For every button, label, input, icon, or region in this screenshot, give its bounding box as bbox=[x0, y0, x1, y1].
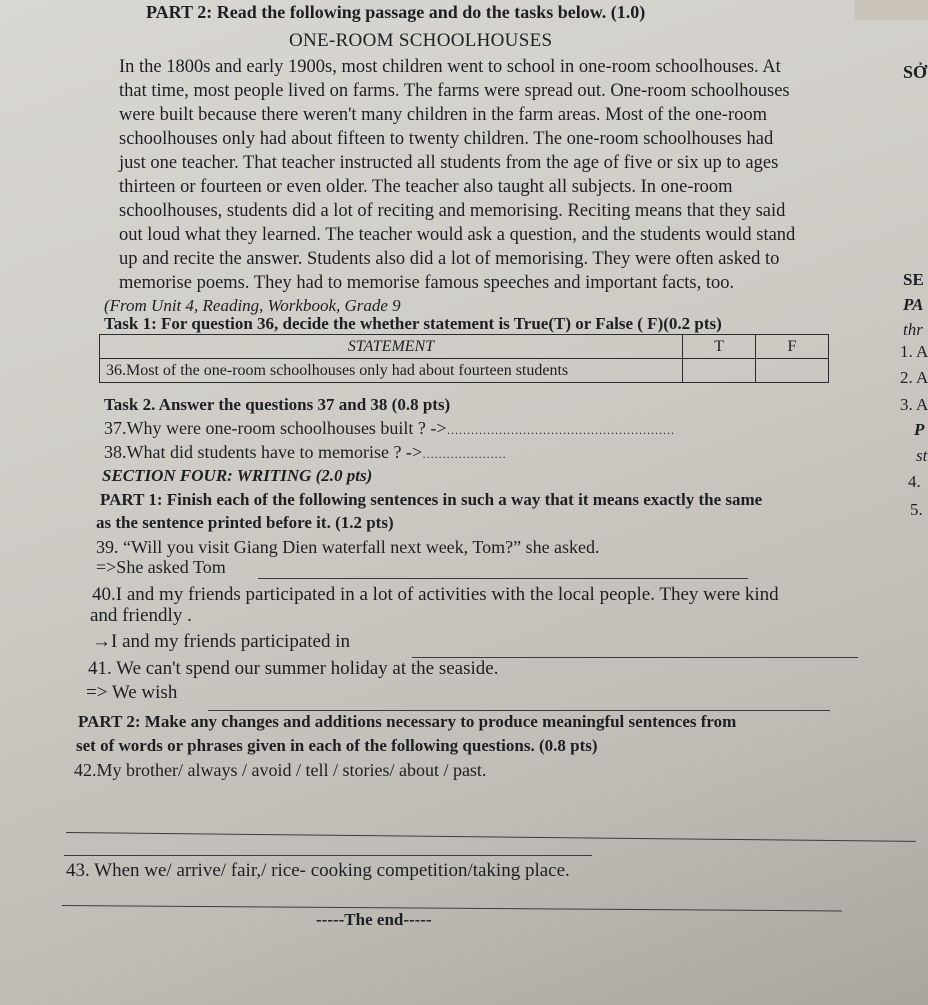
writing-part2-heading-line2: set of words or phrases given in each of the following questions. (0.8 pts) bbox=[76, 736, 598, 755]
passage-text bbox=[119, 55, 795, 295]
answer-cell-true[interactable] bbox=[683, 359, 756, 383]
passage-source: (From Unit 4, Reading, Workbook, Grade 9 bbox=[104, 296, 401, 315]
margin-text: thr bbox=[903, 320, 923, 339]
question-38-text: 38.What did students have to memorise ? -> bbox=[104, 442, 423, 462]
passage-line: out loud what they learned. The teacher would ask a question, and the students would stand bbox=[119, 225, 796, 245]
margin-text: P bbox=[914, 420, 925, 439]
answer-43-line[interactable] bbox=[62, 905, 842, 911]
margin-text: 2. A bbox=[900, 368, 928, 387]
question-38 bbox=[104, 442, 506, 463]
false-header: F bbox=[756, 335, 829, 359]
passage-line: memorise poems. They had to memorise famous speeches and important facts, too. bbox=[119, 273, 735, 293]
task1-heading: Task 1: For question 36, decide the whether statement is True(T) or False ( F)(0.2 pts) bbox=[104, 314, 722, 333]
margin-text: 4. bbox=[908, 472, 921, 491]
margin-text: PA bbox=[903, 295, 924, 314]
reading-part-heading: PART 2: Read the following passage and do the tasks below. (1.0) bbox=[146, 2, 646, 22]
question-40-line2: and friendly . bbox=[90, 605, 192, 626]
margin-text: 3. A bbox=[900, 395, 928, 414]
writing-part2-heading-line1: PART 2: Make any changes and additions necessary to produce meaningful sentences from bbox=[78, 712, 737, 731]
end-marker: -----The end----- bbox=[316, 910, 432, 929]
question-43: 43. When we/ arrive/ fair,/ rice- cooking competition/taking place. bbox=[66, 860, 570, 881]
page-edge-shadow bbox=[855, 0, 928, 20]
answer-37-dots[interactable]: ………………………………………………… bbox=[446, 423, 675, 437]
table-header-row bbox=[100, 335, 829, 359]
question-41: 41. We can't spend our summer holiday at the seaside. bbox=[88, 658, 499, 679]
margin-text: 5. bbox=[910, 500, 923, 519]
table-row bbox=[100, 359, 829, 383]
writing-part1-heading-line1: PART 1: Finish each of the following sentences in such a way that it means exactly the same bbox=[100, 490, 763, 509]
passage-title: ONE-ROOM SCHOOLHOUSES bbox=[289, 30, 553, 51]
passage-line: were built because there weren't many children in the farm areas. Most of the one-room bbox=[119, 105, 768, 125]
question-37-text: 37.Why were one-room schoolhouses built ? -> bbox=[104, 418, 447, 438]
statement-table bbox=[99, 334, 829, 383]
margin-text: SE bbox=[903, 270, 924, 289]
margin-text: SỞ bbox=[903, 62, 928, 82]
statement-36: 36.Most of the one-room schoolhouses only had about fourteen students bbox=[100, 359, 683, 383]
answer-42-line-2[interactable] bbox=[64, 855, 592, 856]
question-39-prompt: =>She asked Tom bbox=[96, 557, 226, 577]
question-40-line1: 40.I and my friends participated in a lot of activities with the local people. They were kind bbox=[92, 584, 779, 605]
question-42: 42.My brother/ always / avoid / tell / stories/ about / past. bbox=[74, 760, 487, 780]
passage-line: thirteen or fourteen or even older. The teacher also taught all subjects. In one-room bbox=[119, 177, 733, 197]
statement-header: STATEMENT bbox=[100, 335, 683, 359]
question-39: 39. “Will you visit Giang Dien waterfall next week, Tom?” she asked. bbox=[96, 537, 600, 557]
margin-text: 1. A bbox=[900, 342, 928, 361]
passage-line: up and recite the answer. Students also did a lot of memorising. They were often asked to bbox=[119, 249, 780, 269]
margin-text: st bbox=[916, 446, 928, 465]
section-four-heading: SECTION FOUR: WRITING (2.0 pts) bbox=[102, 466, 373, 485]
writing-part1-heading-line2: as the sentence printed before it. (1.2 pts) bbox=[96, 513, 394, 532]
true-header: T bbox=[683, 335, 756, 359]
task2-heading: Task 2. Answer the questions 37 and 38 (0.8 pts) bbox=[104, 395, 451, 414]
passage-line: just one teacher. That teacher instructed all students from the age of five or six up to ages bbox=[119, 153, 779, 173]
passage-line: schoolhouses only had about fifteen to twenty children. The one-room schoolhouses had bbox=[119, 129, 774, 149]
answer-41-line[interactable] bbox=[208, 710, 830, 711]
question-40-prompt: →I and my friends participated in bbox=[92, 631, 351, 652]
question-37 bbox=[104, 418, 675, 439]
answer-39-line[interactable] bbox=[258, 578, 748, 579]
passage-line: schoolhouses, students did a lot of reciting and memorising. Reciting means that they said bbox=[119, 201, 786, 221]
answer-38-dots[interactable]: ………………… bbox=[422, 447, 507, 461]
answer-cell-false[interactable] bbox=[756, 359, 829, 383]
answer-42-line[interactable] bbox=[66, 832, 916, 842]
passage-line: that time, most people lived on farms. The farms were spread out. One-room schoolhouses bbox=[119, 81, 790, 101]
question-41-prompt: => We wish bbox=[86, 682, 178, 703]
passage-line: In the 1800s and early 1900s, most children went to school in one-room schoolhouses. At bbox=[119, 57, 781, 77]
